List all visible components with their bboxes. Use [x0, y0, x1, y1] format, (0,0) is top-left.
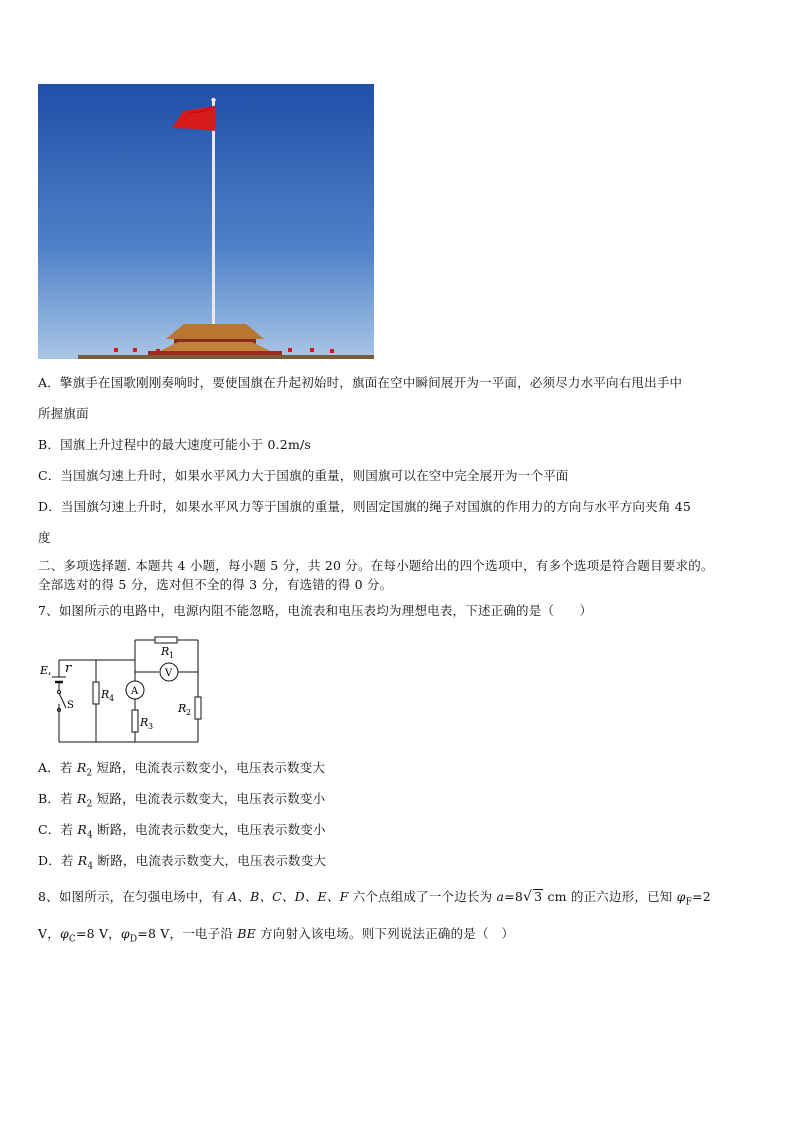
label-S: S	[67, 700, 74, 711]
label-R3: R	[140, 716, 149, 729]
q6-option-a-line2: 所握旗面	[38, 406, 89, 421]
label-R2: R	[178, 702, 187, 715]
flag-photo	[38, 84, 374, 359]
q7-option-b: B．若 $R_2$ 短路，电流表示数变大，电压表示数变小	[38, 791, 326, 810]
label-E: E	[40, 664, 49, 677]
svg-text:4: 4	[109, 694, 115, 703]
label-r: r	[65, 661, 72, 676]
q6-option-d-line1: D．当国旗匀速上升时，如果水平风力等于国旗的重量，则固定国旗的绳子对国旗的作用力的方向与水平方向夹角 45	[38, 499, 692, 514]
circuit-diagram	[38, 632, 208, 747]
section2-line2: 全部选对的得 5 分，选对但不全的得 3 分，有选错的得 0 分。	[38, 577, 393, 592]
q6-option-c: C．当国旗匀速上升时，如果水平风力大于国旗的重量，则国旗可以在空中完全展开为一个平面	[38, 468, 569, 483]
q6-option-a-line1: A．擎旗手在国歌刚刚奏响时，要使国旗在升起初始时，旗面在空中瞬间展开为一平面，必须尽力水平向右甩出手中	[38, 375, 683, 390]
q6-option-d-line2: 度	[38, 530, 51, 545]
q8-line1: 8、如图所示，在匀强电场中，有 A、B、C、D、E、F 六个点组成了一个边长为 a=8√ 3 cm 的正六边形，已知 $\varphi_F=2$	[38, 889, 711, 908]
label-R4: R	[101, 688, 110, 701]
q7-stem: 7、如图所示的电路中，电源内阻不能忽略，电流表和电压表均为理想电表，下述正确的是（ ）	[38, 603, 593, 618]
q7-option-c: C．若 $R_4$ 断路，电流表示数变大，电压表示数变小	[38, 822, 326, 841]
svg-text:,: ,	[48, 664, 52, 677]
label-V: V	[165, 668, 173, 679]
svg-text:3: 3	[148, 722, 154, 731]
q6-option-b: B．国旗上升过程中的最大速度可能小于 0.2m/s	[38, 437, 312, 452]
label-A: A	[131, 686, 139, 697]
svg-text:1: 1	[169, 651, 175, 660]
q7-option-a: A．若 $R_2$ 短路，电流表示数变小，电压表示数变大	[38, 760, 326, 779]
sqrt-icon: √	[523, 889, 533, 905]
section2-line1: 二、多项选择题. 本题共 4 小题，每小题 5 分，共 20 分。在每小题给出的四个选项中，有多个选项是符合题目要求的。	[38, 558, 714, 573]
q7-option-d: D．若 $R_4$ 断路，电流表示数变大，电压表示数变大	[38, 853, 327, 872]
svg-text:2: 2	[186, 708, 192, 717]
q8-line2: V，$\varphi_C=8$ V，$\varphi_D=8$ V，一电子沿 BE 方向射入该电场。则下列说法正确的是（ ）	[38, 926, 515, 945]
label-R1: R	[161, 645, 170, 658]
